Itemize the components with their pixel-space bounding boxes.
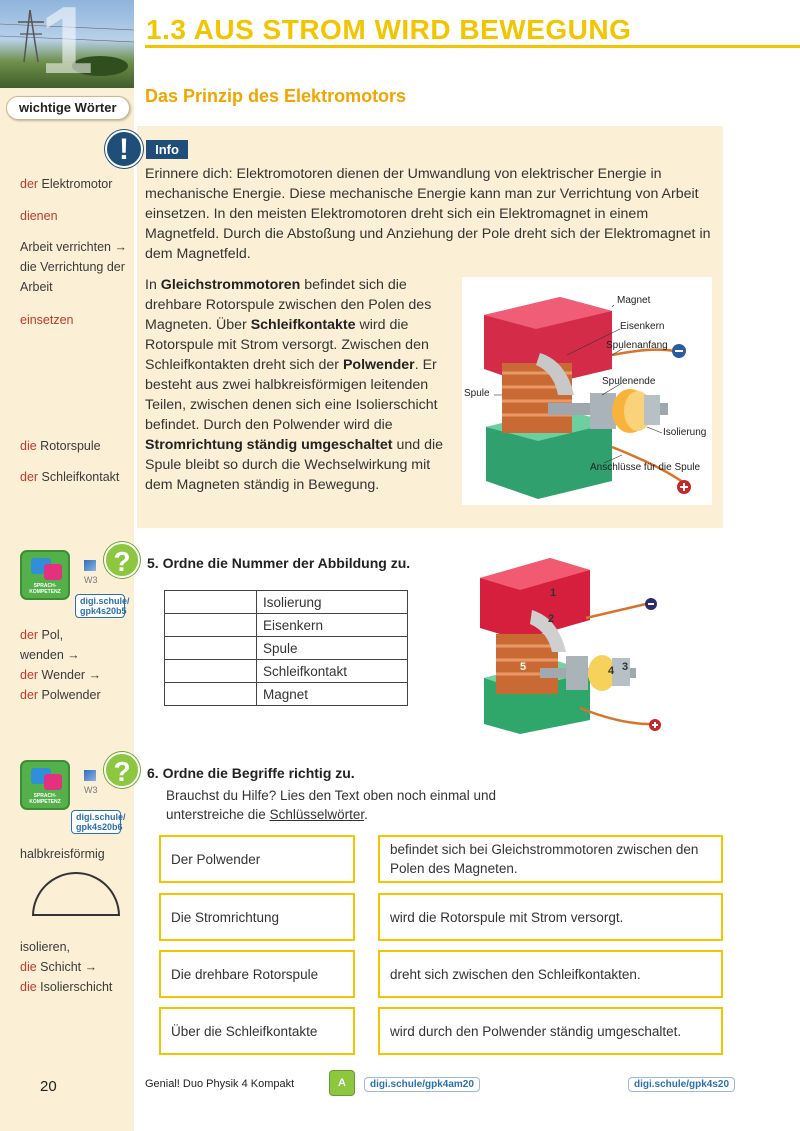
match-left-4[interactable]: Über die Schleifkontakte: [159, 1007, 355, 1055]
question-icon: ?: [104, 542, 140, 578]
label-spulenende: Spulenende: [602, 376, 656, 387]
table-row: [165, 637, 408, 660]
book-title: Genial! Duo Physik 4 Kompakt: [145, 1078, 295, 1090]
vocab-item: der Pol,: [20, 628, 64, 642]
vocab-item: der Elektromotor: [20, 177, 113, 191]
vocab-item: die Rotorspule: [20, 439, 101, 453]
question-icon: ?: [104, 752, 140, 788]
answer-input[interactable]: [165, 637, 257, 660]
answer-input[interactable]: [165, 683, 257, 706]
label-spule: Spule: [464, 388, 490, 399]
vocab-item: Arbeit: [20, 280, 53, 294]
info-paragraph-1: Erinnere dich: Elektromotoren dienen der Umwandlung von elektrischer Energie in mechanische Energie. Diese mechanische Energie kann man zur Verrichtung von Arbeit einsetzen. In den meisten Elektromotoren dreht sich ein Elektromagnet in einem Magnetfeld. Durch die Abstoßung und Anziehung der Pole dreht sich der Elektromagnet in dem Magnetfeld.: [145, 166, 711, 262]
exclamation-icon: !: [105, 130, 143, 168]
q5-motor-diagram: [470, 548, 666, 736]
vocab-item: die Verrichtung der: [20, 260, 125, 274]
figure-number: 5: [520, 661, 527, 673]
label-magnet: Magnet: [617, 295, 651, 306]
term-cell: Eisenkern: [257, 614, 408, 637]
table-row: [165, 614, 408, 637]
sprachkompetenz-icon: SPRACH-KOMPETENZ: [20, 550, 70, 600]
q6-help-text: Brauchst du Hilfe? Lies den Text oben noch einmal und unterstreiche die Schlüsselwörter.: [166, 788, 496, 822]
page-title: 1.3 AUS STROM WIRD BEWEGUNG: [146, 14, 632, 45]
chapter-photo: [0, 0, 134, 88]
table-row: [165, 683, 408, 706]
table-row: [165, 660, 408, 683]
digi-link-q6[interactable]: digi.schule/ gpk4s20b6: [71, 810, 121, 834]
worksheet-icon: [84, 560, 96, 571]
semicircle-base: [32, 914, 120, 916]
figure-number: 4: [608, 665, 615, 677]
vocab-item: der Polwender: [20, 688, 101, 702]
vocab-item: dienen: [20, 209, 58, 223]
label-eisenkern: Eisenkern: [620, 321, 665, 332]
figure-number: 2: [548, 613, 555, 625]
match-right-4[interactable]: wird durch den Polwender ständig umgeschaltet.: [378, 1007, 723, 1055]
app-icon: A: [329, 1070, 355, 1096]
match-left-1[interactable]: Der Polwender: [159, 835, 355, 883]
chapter-number: 1: [40, 0, 94, 88]
vocab-item: die Isolierschicht: [20, 980, 113, 994]
motor-diagram: [462, 277, 712, 505]
q6-title: 6. Ordne die Begriffe richtig zu.: [147, 765, 355, 781]
figure-number: 1: [550, 587, 557, 599]
match-right-1[interactable]: befindet sich bei Gleichstrommotoren zwischen den Polen des Magneten.: [378, 835, 723, 883]
w3-label: W3: [84, 575, 98, 585]
q5-title: 5. Ordne die Nummer der Abbildung zu.: [147, 555, 411, 571]
section-subtitle: Das Prinzip des Elektromotors: [145, 86, 407, 106]
term-cell: Schleifkontakt: [257, 660, 408, 683]
w3-label: W3: [84, 785, 98, 795]
label-spulenanfang: Spulenanfang: [606, 340, 668, 351]
digi-link-q5[interactable]: digi.schule/ gpk4s20b5: [75, 594, 125, 618]
figure-number: 3: [622, 661, 629, 673]
match-left-2[interactable]: Die Stromrichtung: [159, 893, 355, 941]
vocab-item: wenden →: [20, 648, 80, 662]
info-tag: Info: [146, 140, 188, 159]
match-right-3[interactable]: dreht sich zwischen den Schleifkontakten.: [378, 950, 723, 998]
term-cell: Isolierung: [257, 591, 408, 614]
digi-link-footer-1[interactable]: digi.schule/gpk4am20: [364, 1077, 480, 1092]
vocab-item: Arbeit verrichten →: [20, 240, 127, 254]
q5-motor-svg: [470, 548, 666, 736]
page-number: 20: [40, 1078, 57, 1095]
vocab-item: halbkreisförmig: [20, 847, 105, 861]
match-right-2[interactable]: wird die Rotorspule mit Strom versorgt.: [378, 893, 723, 941]
vocab-item: einsetzen: [20, 313, 74, 327]
match-left-3[interactable]: Die drehbare Rotorspule: [159, 950, 355, 998]
wichtige-woerter-label: wichtige Wörter: [6, 96, 130, 120]
term-cell: Magnet: [257, 683, 408, 706]
digi-link-footer-2[interactable]: digi.schule/gpk4s20: [628, 1077, 735, 1092]
info-paragraph-2: In Gleichstrommotoren befindet sich die drehbare Rotorspule zwischen den Polen des Magneten. Über Schleifkontakte wird die Rotorspule mit Strom versorgt. Zwischen den Schleifkontakten dreht sich der Polwender. Er besteht aus zwei halbkreisförmigen leitenden Teilen, zwischen denen sich eine Isolierschicht befindet. Durch den Polwender wird die Stromrichtung ständig umgeschaltet und die Spule bleibt so durch die Wechselwirkung mit dem Magneten ständig in Bewegung.: [145, 277, 444, 493]
answer-input[interactable]: [165, 614, 257, 637]
worksheet-icon: [84, 770, 96, 781]
sprachkompetenz-icon: SPRACH-KOMPETENZ: [20, 760, 70, 810]
label-anschluesse: Anschlüsse für die Spule: [590, 462, 701, 473]
table-row: [165, 591, 408, 614]
vocab-item: der Wender →: [20, 668, 102, 682]
vocab-item: der Schleifkontakt: [20, 470, 120, 484]
vocab-item: die Schicht →: [20, 960, 98, 974]
term-cell: Spule: [257, 637, 408, 660]
answer-input[interactable]: [165, 591, 257, 614]
answer-input[interactable]: [165, 660, 257, 683]
label-isolierung: Isolierung: [663, 427, 707, 438]
q5-table: [164, 590, 408, 706]
vocab-item: isolieren,: [20, 940, 71, 954]
